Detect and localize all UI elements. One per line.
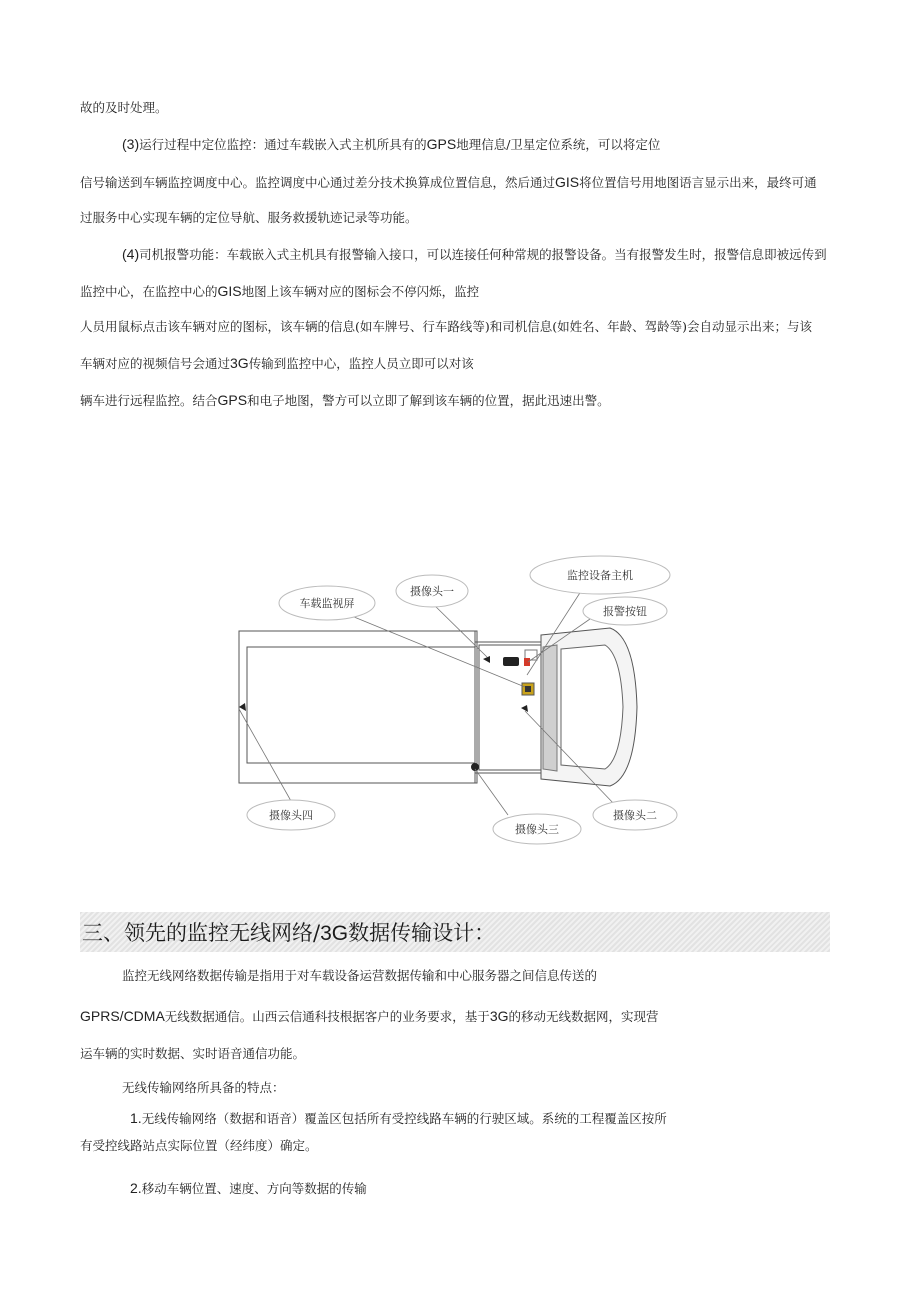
text-span: 数据传输设计： — [348, 921, 496, 945]
paragraph-4-line-4 — [80, 355, 474, 372]
item-number: (3) — [122, 136, 140, 152]
text-span: 地理信息/卫星定位系统，可以将定位 — [456, 137, 661, 152]
acronym-3g: 3G — [320, 922, 349, 945]
camera-3-icon — [471, 763, 479, 771]
feature-item-1-line-2: 有受控线路站点实际位置（经纬度）确定。 — [80, 1138, 318, 1153]
svg-text:车载监视屏: 车载监视屏 — [299, 597, 355, 610]
feature-item-1-line-1 — [130, 1110, 667, 1127]
svg-text:摄像头四: 摄像头四 — [269, 809, 313, 822]
label-monitor-screen — [279, 586, 375, 620]
label-camera-2 — [593, 800, 677, 830]
camera-4-icon — [239, 703, 246, 711]
acronym-gis: GIS — [555, 174, 580, 190]
acronym-3g: 3G — [489, 1008, 509, 1024]
label-camera-3 — [493, 814, 581, 844]
text-span: 监控中心，在监控中心的 — [80, 284, 218, 299]
monitor-screen-device — [503, 657, 519, 666]
acronym-3g: 3G — [230, 355, 249, 371]
acronym-gps: GPS — [426, 136, 457, 152]
label-camera-4 — [247, 800, 335, 830]
paragraph-4-line-3: 人员用鼠标点击该车辆对应的图标，该车辆的信息(如车牌号、行车路线等)和司机信息(如姓名、年龄、驾龄等)会自动显示出来；与该 — [80, 319, 813, 334]
text-span: 的移动无线数据网，实现营 — [508, 1009, 659, 1024]
section3-paragraph-line-3: 运车辆的实时数据、实时语音通信功能。 — [80, 1046, 306, 1061]
paragraph-4-line-1 — [122, 246, 827, 263]
text-line: 故的及时处理。 — [80, 100, 168, 115]
label-camera-1 — [396, 575, 468, 607]
text-span: .移动车辆位置、速度、方向等数据的传输 — [137, 1181, 367, 1196]
text-span: 传输到监控中心，监控人员立即可以对该 — [248, 356, 474, 371]
item-number: 1 — [130, 1110, 138, 1126]
item-number: 2 — [130, 1180, 138, 1196]
paragraph-3-line-2 — [80, 174, 817, 191]
acronym-gps: GPS — [217, 392, 248, 408]
vehicle-camera-diagram — [225, 545, 685, 845]
text-span: 地图上该车辆对应的图标会不停闪烁，监控 — [241, 284, 480, 299]
alarm-button-device — [524, 658, 530, 666]
feature-item-2 — [130, 1180, 367, 1197]
svg-text:报警按钮: 报警按钮 — [603, 605, 647, 618]
paragraph-4-line-5 — [80, 392, 610, 409]
svg-text:摄像头一: 摄像头一 — [410, 585, 454, 598]
text-span: .无线传输网络（数据和语音）覆盖区包括所有受控线路车辆的行驶区域。系统的工程覆盖区按所 — [137, 1111, 667, 1126]
text-span: 车辆对应的视频信号会通过 — [80, 356, 231, 371]
label-alarm-button — [583, 597, 667, 625]
acronym-gis: GIS — [217, 283, 242, 299]
paragraph-3-line-3: 过服务中心实现车辆的定位导航、服务救援轨迹记录等功能。 — [80, 210, 418, 225]
text-span: 三、领先的监控无线网络/ — [82, 921, 321, 945]
text-span: 无线数据通信。山西云信通科技根据客户的业务要求，基于 — [164, 1009, 490, 1024]
section3-paragraph-line-1: 监控无线网络数据传输是指用于对车载设备运营数据传输和中心服务器之间信息传送的 — [122, 968, 598, 983]
paragraph-3-line-1 — [122, 136, 660, 153]
paragraph-4-line-2 — [80, 283, 479, 300]
text-span: 和电子地图，警方可以立即了解到该车辆的位置，据此迅速出警。 — [247, 393, 610, 408]
text-span: 信号输送到车辆监控调度中心。监控调度中心通过差分技术换算成位置信息，然后通过 — [80, 175, 556, 190]
features-title: 无线传输网络所具备的特点： — [122, 1080, 285, 1095]
text-span: 辆车进行远程监控。结合 — [80, 393, 218, 408]
svg-text:摄像头二: 摄像头二 — [613, 809, 657, 822]
section-heading — [82, 920, 495, 947]
acronym-gprs-cdma: GPRS/CDMA — [80, 1008, 165, 1024]
host-device — [522, 683, 534, 695]
truck-body — [239, 631, 545, 783]
section3-paragraph-line-2 — [80, 1008, 659, 1025]
text-span: 司机报警功能：车载嵌入式主机具有报警输入接口，可以连接任何种常规的报警设备。当有报警发生时，报警信息即被远传到 — [139, 247, 827, 262]
svg-text:摄像头三: 摄像头三 — [515, 823, 559, 836]
item-number: (4) — [122, 246, 140, 262]
svg-text:监控设备主机: 监控设备主机 — [567, 569, 633, 582]
text-span: 将位置信号用地图语言显示出来，最终可通 — [579, 175, 817, 190]
label-host — [530, 556, 670, 594]
text-span: 运行过程中定位监控：通过车载嵌入式主机所具有的 — [139, 137, 427, 152]
